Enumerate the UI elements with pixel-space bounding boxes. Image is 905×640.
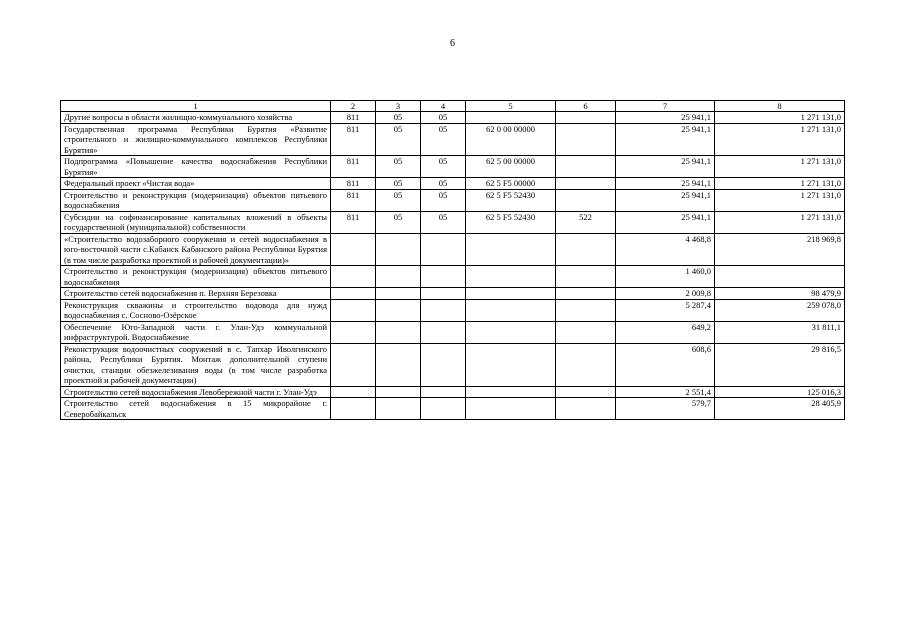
- row-code-6: 522: [556, 211, 616, 233]
- row-code-5: [466, 266, 556, 288]
- row-code-3: [376, 299, 421, 321]
- row-code-6: [556, 299, 616, 321]
- row-code-5: [466, 233, 556, 266]
- table-row: [61, 343, 845, 386]
- row-amount-7: 25 941,1: [616, 156, 715, 178]
- column-header: 3: [376, 101, 421, 112]
- row-amount-7: 25 941,1: [616, 211, 715, 233]
- row-code-2: 811: [331, 211, 376, 233]
- row-code-4: [421, 321, 466, 343]
- row-code-5: [466, 288, 556, 300]
- row-code-5: [466, 386, 556, 398]
- row-code-4: [421, 343, 466, 386]
- row-code-6: [556, 288, 616, 300]
- row-code-3: 05: [376, 112, 421, 124]
- row-code-2: 811: [331, 123, 376, 156]
- row-code-2: [331, 233, 376, 266]
- column-header: 7: [616, 101, 715, 112]
- column-header: 2: [331, 101, 376, 112]
- row-amount-7: 25 941,1: [616, 112, 715, 124]
- row-code-4: 05: [421, 189, 466, 211]
- row-code-5: [466, 299, 556, 321]
- row-amount-7: 25 941,1: [616, 123, 715, 156]
- row-amount-7: 608,6: [616, 343, 715, 386]
- row-amount-8: 1 271 131,0: [715, 112, 845, 124]
- row-code-6: [556, 386, 616, 398]
- row-name: Подпрограмма «Повышение качества водоснабжения Республики Бурятия»: [61, 156, 331, 178]
- row-code-3: [376, 233, 421, 266]
- row-code-2: [331, 288, 376, 300]
- row-amount-8: 1 271 131,0: [715, 211, 845, 233]
- row-code-2: 811: [331, 112, 376, 124]
- row-code-2: [331, 266, 376, 288]
- row-code-4: 05: [421, 156, 466, 178]
- row-name: Государственная программа Республики Бурятия «Развитие строительного и жилищно-коммунального комплексов Республики Бурятия»: [61, 123, 331, 156]
- row-code-2: [331, 386, 376, 398]
- row-code-5: 62 5 F5 00000: [466, 178, 556, 190]
- row-code-3: 05: [376, 156, 421, 178]
- table-row: [61, 321, 845, 343]
- table-row: [61, 398, 845, 420]
- row-code-6: [556, 233, 616, 266]
- row-code-3: 05: [376, 189, 421, 211]
- row-code-5: [466, 343, 556, 386]
- row-code-6: [556, 321, 616, 343]
- row-amount-8: 125 016,3: [715, 386, 845, 398]
- table-row: [61, 288, 845, 300]
- table-row: [61, 156, 845, 178]
- table-row: [61, 299, 845, 321]
- table-row: [61, 178, 845, 190]
- row-code-2: 811: [331, 178, 376, 190]
- row-code-2: [331, 343, 376, 386]
- column-header: 5: [466, 101, 556, 112]
- row-code-2: [331, 321, 376, 343]
- row-name: Обеспечение Юго-Западной части г. Улан-Удэ коммунальной инфраструктурой. Водоснабжение: [61, 321, 331, 343]
- row-code-3: 05: [376, 211, 421, 233]
- row-code-3: [376, 288, 421, 300]
- table-row: [61, 233, 845, 266]
- row-code-4: [421, 386, 466, 398]
- row-code-5: 62 0 00 00000: [466, 123, 556, 156]
- row-name: Строительство сетей водоснабжения в 15 микрорайоне г. Северобайкальск: [61, 398, 331, 420]
- row-amount-8: 218 969,8: [715, 233, 845, 266]
- row-name: Федеральный проект «Чистая вода»: [61, 178, 331, 190]
- row-amount-8: 31 811,1: [715, 321, 845, 343]
- row-amount-7: 25 941,1: [616, 189, 715, 211]
- column-header: 4: [421, 101, 466, 112]
- row-name: Реконструкция водоочистных сооружений в с. Тапхар Иволгинского района, Республики Бурятия. Монтаж дополнительной ступени очистки, станции обезжелезивания воды (в том числе разработка проектной и рабочей документации): [61, 343, 331, 386]
- row-amount-7: 1 460,0: [616, 266, 715, 288]
- row-code-4: 05: [421, 211, 466, 233]
- budget-table: [60, 100, 845, 420]
- row-name: Другие вопросы в области жилищно-коммунального хозяйства: [61, 112, 331, 124]
- row-amount-7: 2 009,8: [616, 288, 715, 300]
- row-code-3: [376, 321, 421, 343]
- column-header: 8: [715, 101, 845, 112]
- row-code-4: [421, 233, 466, 266]
- row-code-4: 05: [421, 123, 466, 156]
- row-amount-7: 649,2: [616, 321, 715, 343]
- row-code-4: 05: [421, 178, 466, 190]
- row-code-2: [331, 299, 376, 321]
- row-name: Строительство и реконструкция (модернизация) объектов питьевого водоснабжения: [61, 266, 331, 288]
- row-amount-8: 1 271 131,0: [715, 123, 845, 156]
- row-amount-8: 28 405,9: [715, 398, 845, 420]
- row-code-3: 05: [376, 178, 421, 190]
- column-header: 1: [61, 101, 331, 112]
- row-code-2: 811: [331, 156, 376, 178]
- row-name: «Строительство водозаборного сооружения и сетей водоснабжения в юго-восточной части с.Кабанск Кабанского района Республики Бурятия (в том числе разработка проектной и рабочей документации)»: [61, 233, 331, 266]
- row-code-3: 05: [376, 123, 421, 156]
- row-code-5: 62 5 00 00000: [466, 156, 556, 178]
- row-amount-8: 1 271 131,0: [715, 178, 845, 190]
- row-name: Субсидии на софинансирование капитальных вложений в объекты государственной (муниципальной) собственности: [61, 211, 331, 233]
- column-header: 6: [556, 101, 616, 112]
- row-code-4: 05: [421, 112, 466, 124]
- row-code-6: [556, 112, 616, 124]
- row-code-6: [556, 123, 616, 156]
- row-amount-7: 25 941,1: [616, 178, 715, 190]
- row-name: Строительство сетей водоснабжения Левобережной части г. Улан-Удэ: [61, 386, 331, 398]
- table-row: [61, 211, 845, 233]
- table-row: [61, 112, 845, 124]
- row-code-6: [556, 343, 616, 386]
- row-code-6: [556, 266, 616, 288]
- row-name: Строительство и реконструкция (модернизация) объектов питьевого водоснабжения: [61, 189, 331, 211]
- row-name: Строительство сетей водоснабжения п. Верхняя Березовка: [61, 288, 331, 300]
- row-code-6: [556, 178, 616, 190]
- row-code-5: 62 5 F5 52430: [466, 211, 556, 233]
- table-row: [61, 386, 845, 398]
- row-code-3: [376, 386, 421, 398]
- row-amount-7: 5 287,4: [616, 299, 715, 321]
- row-amount-8: 1 271 131,0: [715, 189, 845, 211]
- row-code-6: [556, 189, 616, 211]
- row-code-2: 811: [331, 189, 376, 211]
- page-number: 6: [450, 38, 455, 49]
- row-amount-8: 1 271 131,0: [715, 156, 845, 178]
- row-code-5: [466, 398, 556, 420]
- table-row: [61, 123, 845, 156]
- row-amount-8: 259 078,0: [715, 299, 845, 321]
- row-code-5: [466, 112, 556, 124]
- row-amount-8: [715, 266, 845, 288]
- table-header-row: [61, 101, 845, 112]
- row-amount-7: 4 468,8: [616, 233, 715, 266]
- row-code-4: [421, 398, 466, 420]
- row-code-3: [376, 266, 421, 288]
- row-code-3: [376, 398, 421, 420]
- table-row: [61, 189, 845, 211]
- row-code-3: [376, 343, 421, 386]
- row-code-4: [421, 299, 466, 321]
- row-amount-8: 98 479,9: [715, 288, 845, 300]
- table-row: [61, 266, 845, 288]
- row-amount-7: 579,7: [616, 398, 715, 420]
- row-code-4: [421, 266, 466, 288]
- row-code-6: [556, 398, 616, 420]
- row-code-4: [421, 288, 466, 300]
- row-amount-7: 2 551,4: [616, 386, 715, 398]
- row-code-5: 62 5 F5 52430: [466, 189, 556, 211]
- row-amount-8: 29 816,5: [715, 343, 845, 386]
- row-name: Реконструкция скважины и строительство водовода для нужд водоснабжения с. Сосново-Озёрское: [61, 299, 331, 321]
- row-code-6: [556, 156, 616, 178]
- row-code-5: [466, 321, 556, 343]
- row-code-2: [331, 398, 376, 420]
